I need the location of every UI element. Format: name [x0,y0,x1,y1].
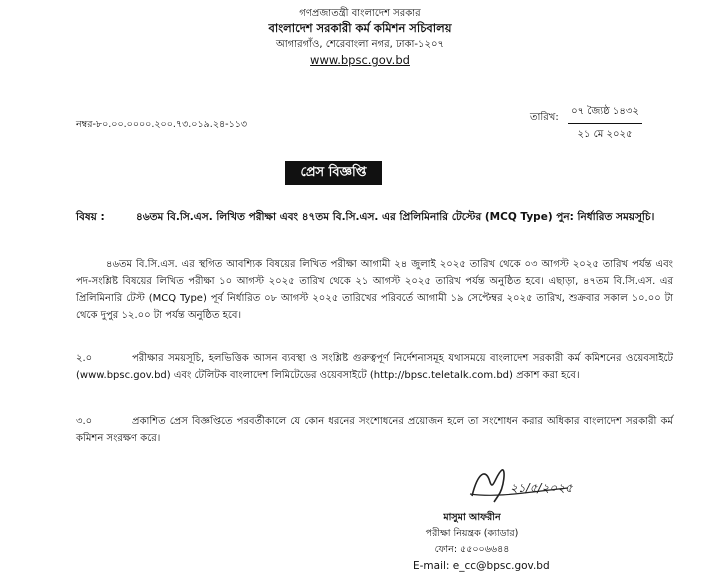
date-english: ২১ মে ২০২৫ [577,129,633,140]
date-bangla: ০৭ জ্যৈষ্ঠ ১৪৩২ [568,104,642,124]
paragraph-2-number: ২.০ [76,353,93,364]
paragraph-3-number: ৩.০ [76,416,93,427]
paragraph-3 [76,413,673,447]
paragraph-2-text: পরীক্ষার সময়সূচি, হলভিত্তিক আসন ব্যবস্থা ও সংশ্লিষ্ট গুরুত্বপূর্ণ নির্দেশনাসমূহ যথাসময়ে বাংলাদেশ সরকারী কর্ম কমিশনের ওয়েবসাইটে (www.bpsc.gov.bd) এবং টেলিটক বাংলাদেশ লিমিটেডের ওয়েবসাইটে (http://bpsc.teletalk.com.bd) প্রকাশ করা হবে। [76,353,673,381]
header-address: আগারগাঁও, শেরেবাংলা নগর, ঢাকা-১২০৭ [275,39,445,50]
signatory-name: মাসুমা আফরীন [443,512,501,523]
signatory-designation: পরীক্ষা নিয়ন্ত্রক (ক্যাডার) [425,528,519,539]
handwritten-date: ২১/৫/২০২৫ [510,481,573,495]
subject-label: বিষয় : [76,211,105,223]
header-commission: বাংলাদেশ সরকারী কর্ম কমিশন সচিবালয় [268,21,452,35]
signatory-email: E-mail: e_cc@bpsc.gov.bd [413,560,550,572]
subject-line [76,210,676,227]
memo-number: নম্বর-৮০.০০.০০০০.২০০.৭৩.০১৯.২৪-১১৩ [76,119,248,130]
header-website: www.bpsc.gov.bd [310,53,410,67]
handwritten-signature [468,462,578,504]
paragraph-3-text: প্রকাশিত প্রেস বিজ্ঞপ্তিতে পরবর্তীকালে যে কোন ধরনের সংশোধনের প্রয়োজন হলে তা সংশোধন করার অধিকার বাংলাদেশ সরকারী কর্ম কমিশন সংরক্ষণ করে। [76,416,673,444]
signatory-block [402,510,542,558]
paragraph-2 [76,350,673,384]
date-block [568,104,642,144]
press-release-title: প্রেস বিজ্ঞপ্তি [285,161,382,185]
subject-text: ৪৬তম বি.সি.এস. লিখিত পরীক্ষা এবং ৪৭তম বি.সি.এস. এর প্রিলিমিনারি টেস্টের (MCQ Type) পুন: নির্ধারিত সময়সূচি। [136,211,655,223]
signature-icon [468,462,578,504]
date-label: তারিখ: [530,112,559,123]
header-govt: গণপ্রজাতন্ত্রী বাংলাদেশ সরকার [299,8,421,19]
paragraph-1: ৪৬তম বি.সি.এস. এর স্থগিত আবশ্যিক বিষয়ের লিখিত পরীক্ষা আগামী ২৪ জুলাই ২০২৫ তারিখ থেকে ০৩ আগস্ট ২০২৫ তারিখ পর্যন্ত এবং পদ-সংশ্লিষ্ট বিষয়ের লিখিত পরীক্ষা ১০ আগস্ট ২০২৫ তারিখ থেকে ২১ আগস্ট ২০২৫ তারিখ পর্যন্ত অনুষ্ঠিত হবে। এছাড়া, ৪৭তম বি.সি.এস. এর প্রিলিমিনারি টেস্ট (MCQ Type) পূর্ব নির্ধারিত ০৮ আগস্ট ২০২৫ তারিখের পরিবর্তে আগামী ১৯ সেপ্টেম্বর ২০২৫ তারিখ, শুক্রবার সকাল ১০.০০ টা থেকে দুপুর ১২.০০ টা পর্যন্ত অনুষ্ঠিত হবে। [76,259,673,321]
signatory-phone: ফোন: ৫৫০০৬৬৪৪ [434,544,510,555]
